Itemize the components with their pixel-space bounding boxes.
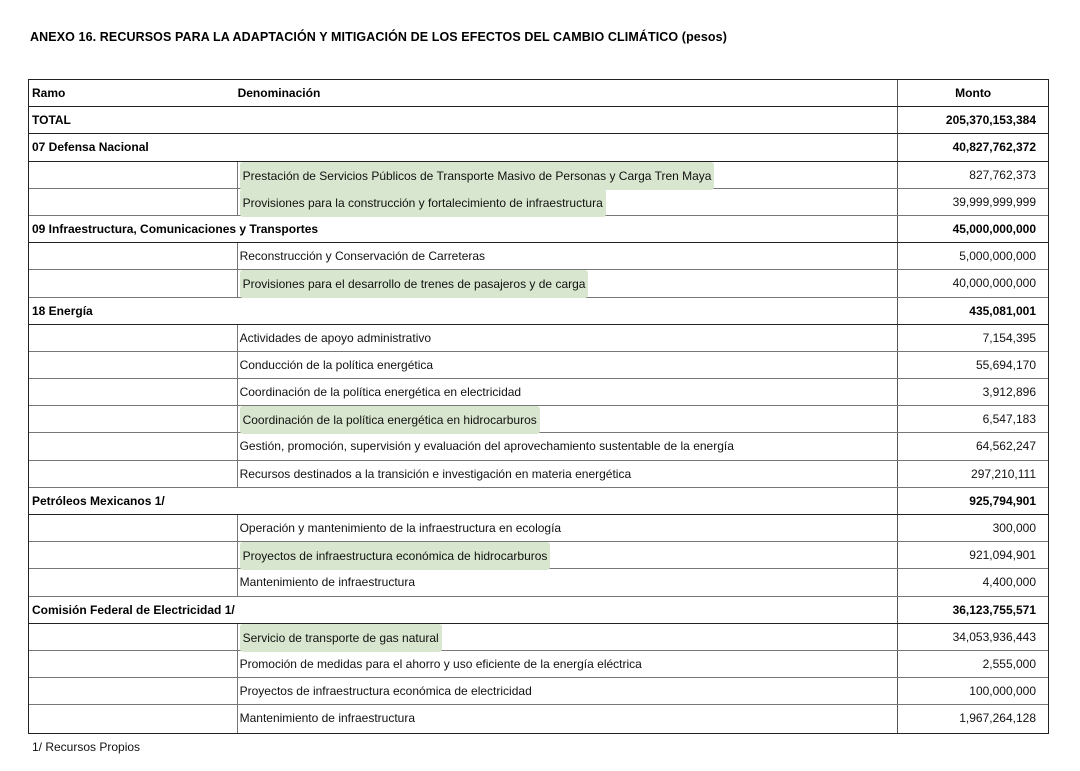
denominacion-cell xyxy=(240,406,900,432)
highlighted-denominacion: Prestación de Servicios Públicos de Transporte Masivo de Personas y Carga Tren Maya xyxy=(240,162,715,190)
highlighted-denominacion: Provisiones para el desarrollo de trenes de pasajeros y de carga xyxy=(240,270,589,298)
table-row xyxy=(29,325,1048,352)
denominacion-cell xyxy=(240,325,900,351)
ramo-cell xyxy=(29,569,238,595)
ramo-cell xyxy=(29,678,238,704)
monto-cell: 4,400,000 xyxy=(897,569,1048,595)
denominacion-cell xyxy=(240,624,900,650)
table-row xyxy=(29,352,1048,379)
denominacion-cell xyxy=(240,569,900,595)
ramo-cell xyxy=(29,243,238,269)
table-row xyxy=(29,651,1048,678)
table-row xyxy=(29,542,1048,569)
page-title: ANEXO 16. RECURSOS PARA LA ADAPTACIÓN Y MITIGACIÓN DE LOS EFECTOS DEL CAMBIO CLIMÁTICO (pesos) xyxy=(30,30,727,44)
denominacion-cell xyxy=(240,705,900,732)
highlighted-denominacion: Coordinación de la política energética en hidrocarburos xyxy=(240,406,540,434)
denominacion-cell xyxy=(240,515,900,541)
monto-cell: 435,081,001 xyxy=(897,298,1048,324)
monto-cell: 100,000,000 xyxy=(897,678,1048,704)
monto-cell: 64,562,247 xyxy=(897,433,1048,459)
denominacion-text: Actividades de apoyo administrativo xyxy=(239,330,432,345)
ramo-cell: TOTAL xyxy=(32,113,71,128)
denominacion-cell xyxy=(240,243,900,269)
ramo-cell xyxy=(29,515,238,541)
ramo-cell xyxy=(29,624,238,650)
ramo-cell xyxy=(29,705,238,732)
monto-cell: 3,912,896 xyxy=(897,379,1048,405)
monto-cell: 921,094,901 xyxy=(897,542,1048,568)
denominacion-text: Mantenimiento de infraestructura xyxy=(239,711,416,726)
monto-cell: 7,154,395 xyxy=(897,325,1048,351)
table-row xyxy=(29,515,1048,542)
monto-cell: 297,210,111 xyxy=(897,461,1048,487)
section-row xyxy=(29,134,1048,161)
ramo-cell: 07 Defensa Nacional xyxy=(32,140,149,155)
section-row xyxy=(29,298,1048,325)
monto-cell: 5,000,000,000 xyxy=(897,243,1048,269)
table-row xyxy=(29,569,1048,596)
resources-table xyxy=(28,79,1049,734)
denominacion-cell xyxy=(240,542,900,568)
denominacion-cell xyxy=(240,461,900,487)
monto-cell: 45,000,000,000 xyxy=(897,216,1048,242)
ramo-cell: 09 Infraestructura, Comunicaciones y Transportes xyxy=(32,221,319,236)
denominacion-cell xyxy=(240,433,900,459)
table-row xyxy=(29,243,1048,270)
denominacion-text: Gestión, promoción, supervisión y evaluación del aprovechamiento sustentable de la energía xyxy=(239,439,734,454)
table-row xyxy=(29,678,1048,705)
footnote: 1/ Recursos Propios xyxy=(32,740,141,754)
denominacion-text: Mantenimiento de infraestructura xyxy=(239,575,416,590)
monto-cell: 300,000 xyxy=(897,515,1048,541)
monto-cell: 55,694,170 xyxy=(897,352,1048,378)
total-row xyxy=(29,107,1048,134)
header-ramo: Ramo xyxy=(32,86,66,100)
header-denominacion: Denominación xyxy=(237,86,321,100)
denominacion-cell xyxy=(240,678,900,704)
table-row xyxy=(29,461,1048,488)
highlighted-denominacion: Provisiones para la construcción y fortalecimiento de infraestructura xyxy=(240,189,606,217)
denominacion-cell xyxy=(240,189,900,215)
ramo-cell xyxy=(29,406,238,432)
section-row xyxy=(29,597,1048,624)
table-row xyxy=(29,270,1048,297)
ramo-cell xyxy=(29,162,238,188)
table-row xyxy=(29,705,1048,732)
monto-cell: 925,794,901 xyxy=(897,488,1048,514)
monto-cell: 2,555,000 xyxy=(897,651,1048,677)
monto-cell: 39,999,999,999 xyxy=(897,189,1048,215)
table-body xyxy=(29,107,1048,732)
table-row xyxy=(29,406,1048,433)
table-row xyxy=(29,189,1048,216)
monto-cell: 6,547,183 xyxy=(897,406,1048,432)
monto-cell: 1,967,264,128 xyxy=(897,705,1048,732)
header-monto: Monto xyxy=(897,80,1048,106)
ramo-cell: Comisión Federal de Electricidad 1/ xyxy=(32,602,235,617)
ramo-cell xyxy=(29,542,238,568)
denominacion-cell xyxy=(240,162,900,188)
monto-cell: 827,762,373 xyxy=(897,162,1048,188)
ramo-cell: Petróleos Mexicanos 1/ xyxy=(32,493,165,508)
denominacion-cell xyxy=(240,651,900,677)
denominacion-cell xyxy=(240,270,900,296)
ramo-cell xyxy=(29,270,238,296)
highlighted-denominacion: Servicio de transporte de gas natural xyxy=(240,624,442,652)
ramo-cell: 18 Energía xyxy=(32,303,93,318)
denominacion-text: Recursos destinados a la transición e investigación en materia energética xyxy=(239,466,632,481)
denominacion-text: Operación y mantenimiento de la infraestructura en ecología xyxy=(239,521,562,535)
denominacion-text: Proyectos de infraestructura económica de electricidad xyxy=(239,684,532,699)
table-row xyxy=(29,379,1048,406)
ramo-cell xyxy=(29,433,238,459)
ramo-cell xyxy=(29,379,238,405)
ramo-cell xyxy=(29,325,238,351)
ramo-cell xyxy=(29,461,238,487)
monto-cell: 205,370,153,384 xyxy=(897,107,1048,133)
table-header-row xyxy=(29,80,1048,107)
ramo-cell xyxy=(29,651,238,677)
denominacion-text: Conducción de la política energética xyxy=(239,357,434,372)
highlighted-denominacion: Proyectos de infraestructura económica de hidrocarburos xyxy=(240,542,551,570)
denominacion-text: Reconstrucción y Conservación de Carreteras xyxy=(239,249,486,264)
table-row xyxy=(29,433,1048,460)
ramo-cell xyxy=(29,189,238,215)
denominacion-cell xyxy=(240,352,900,378)
denominacion-text: Promoción de medidas para el ahorro y uso eficiente de la energía eléctrica xyxy=(239,656,642,671)
monto-cell: 36,123,755,571 xyxy=(897,597,1048,623)
monto-cell: 34,053,936,443 xyxy=(897,624,1048,650)
ramo-cell xyxy=(29,352,238,378)
section-row xyxy=(29,488,1048,515)
monto-cell: 40,827,762,372 xyxy=(897,134,1048,160)
section-row xyxy=(29,216,1048,243)
denominacion-cell xyxy=(240,379,900,405)
table-row xyxy=(29,162,1048,189)
denominacion-text: Coordinación de la política energética en electricidad xyxy=(239,385,522,400)
monto-cell: 40,000,000,000 xyxy=(897,270,1048,296)
table-row xyxy=(29,624,1048,651)
